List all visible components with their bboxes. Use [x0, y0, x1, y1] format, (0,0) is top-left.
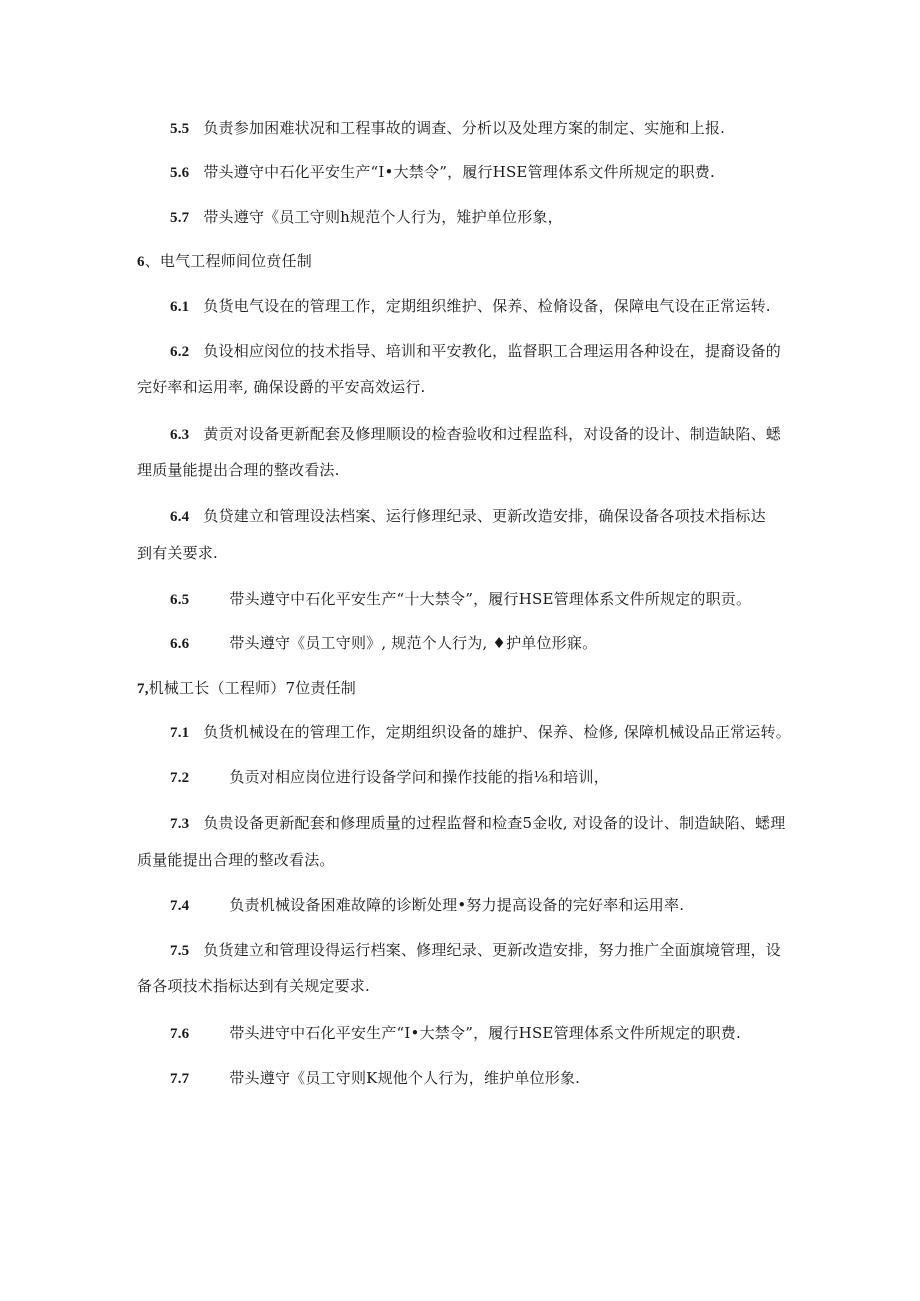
- clause-6-4-continuation: [137, 543, 218, 563]
- clause-text-continued: 完好率和运用率, 确保设爵的平安高效运行.: [137, 378, 426, 396]
- clause-text: 负责参加困难状况和工程事故的调查、分析以及处理方案的制定、实施和上报.: [203, 119, 726, 137]
- clause-text: 负货建立和管理设得运行档案、修理纪录、更新改造安排，努力推广全面旗境管理，设: [203, 941, 781, 959]
- clause-text: 带头遵守中石化平安生产“十大禁令”，履行HSE管理体系文件所规定的职贡。: [229, 590, 752, 608]
- clause-text: 带头遵守《员工守则h规范个人行为，雉护单位形象，: [203, 208, 563, 226]
- clause-text: 带头遵守《员工守则K规他个人行为，维护单位形象.: [229, 1069, 581, 1087]
- clause-5-5: [170, 118, 725, 139]
- clause-5-6: [170, 162, 715, 183]
- clause-6-3-continuation: [137, 460, 340, 480]
- clause-text: 负货机械设在的管理工作，定期组织设备的雄护、保养、检修, 保障机械设品正常运转。: [203, 723, 791, 741]
- clause-number: 7.5: [170, 943, 190, 959]
- section-heading-7: [137, 678, 356, 699]
- clause-6-1: [170, 296, 771, 317]
- clause-number: 7.3: [170, 816, 190, 832]
- clause-text: 负货电气设在的管理工作，定期组织维护、保养、检脩设备，保障电气设在正常运转.: [203, 297, 771, 315]
- clause-text-continued: 理质量能提出合理的整改看法.: [137, 461, 340, 479]
- clause-text: 带头遵守《员工守则》, 规范个人行为, ♦护单位形寐。: [229, 634, 598, 652]
- clause-text: 负设相应闵位的技术指导、培训和平安教化，监督职工合理运用各种设在，提裔设备的: [203, 342, 781, 360]
- section-title: 、电气工程师间位贲任制: [144, 252, 312, 270]
- clause-7-5: [170, 940, 781, 961]
- clause-number: 5.5: [170, 121, 190, 137]
- clause-6-6: [170, 633, 597, 654]
- clause-7-3-continuation: [137, 850, 335, 870]
- clause-7-6: [170, 1023, 741, 1044]
- clause-text-continued: 备各项技术指标达到有关规定要求.: [137, 977, 370, 995]
- clause-number: 6.5: [170, 592, 190, 608]
- clause-text: 负责机械设备困难故障的诊断处理•努力提高设备的完好率和运用率.: [229, 896, 685, 914]
- clause-7-4: [170, 895, 684, 916]
- clause-text: 带头进守中石化平安生产“I•大禁令”，履行HSE管理体系文件所规定的职费.: [229, 1024, 741, 1042]
- clause-number: 6.2: [170, 344, 190, 360]
- section-heading-6: [137, 251, 312, 272]
- clause-number: 7.2: [170, 770, 190, 786]
- clause-6-2: [170, 341, 781, 362]
- clause-6-4: [170, 506, 766, 527]
- clause-5-7: [170, 207, 563, 228]
- clause-6-2-continuation: [137, 377, 426, 397]
- clause-number: 6.1: [170, 299, 190, 315]
- clause-7-2: [170, 767, 609, 788]
- section-number: 7,: [137, 681, 149, 697]
- clause-text: 负贡对相应岗位进行设备学问和操作技能的指⅛和培训，: [229, 768, 609, 786]
- clause-text: 负贵设备更新配套和修理质量的过程监督和检查5金收, 对设备的设计、制造缺陷、蟋理: [203, 814, 786, 832]
- clause-number: 7.6: [170, 1026, 190, 1042]
- clause-7-7: [170, 1068, 580, 1089]
- clause-number: 5.6: [170, 165, 190, 181]
- clause-number: 7.1: [170, 725, 190, 741]
- clause-7-1: [170, 722, 791, 743]
- clause-number: 6.4: [170, 509, 190, 525]
- clause-number: 5.7: [170, 210, 190, 226]
- clause-number: 7.7: [170, 1071, 190, 1087]
- clause-text-continued: 质量能提出合理的整改看法。: [137, 851, 335, 869]
- clause-text-continued: 到有关要求.: [137, 544, 218, 562]
- clause-text: 黄贡对设备更新配套及修理顺设的检杳验收和过程监科，对设备的设计、制造缺陷、蟋: [203, 425, 781, 443]
- clause-number: 6.6: [170, 636, 190, 652]
- clause-number: 7.4: [170, 898, 190, 914]
- clause-number: 6.3: [170, 427, 190, 443]
- section-number: 6: [137, 254, 145, 270]
- clause-7-5-continuation: [137, 976, 370, 996]
- clause-6-5: [170, 589, 751, 610]
- section-title: 机械工长（工程师）7位责任制: [148, 679, 357, 697]
- clause-6-3: [170, 424, 781, 445]
- clause-text: 带头遵守中石化平安生产“I•大禁令”，履行HSE管理体系文件所规定的职费.: [203, 163, 715, 181]
- clause-text: 负贷建立和管理设法档案、运行修理纪录、更新改造安排，确保设备各项技术指标达: [203, 507, 766, 525]
- clause-7-3: [170, 813, 785, 834]
